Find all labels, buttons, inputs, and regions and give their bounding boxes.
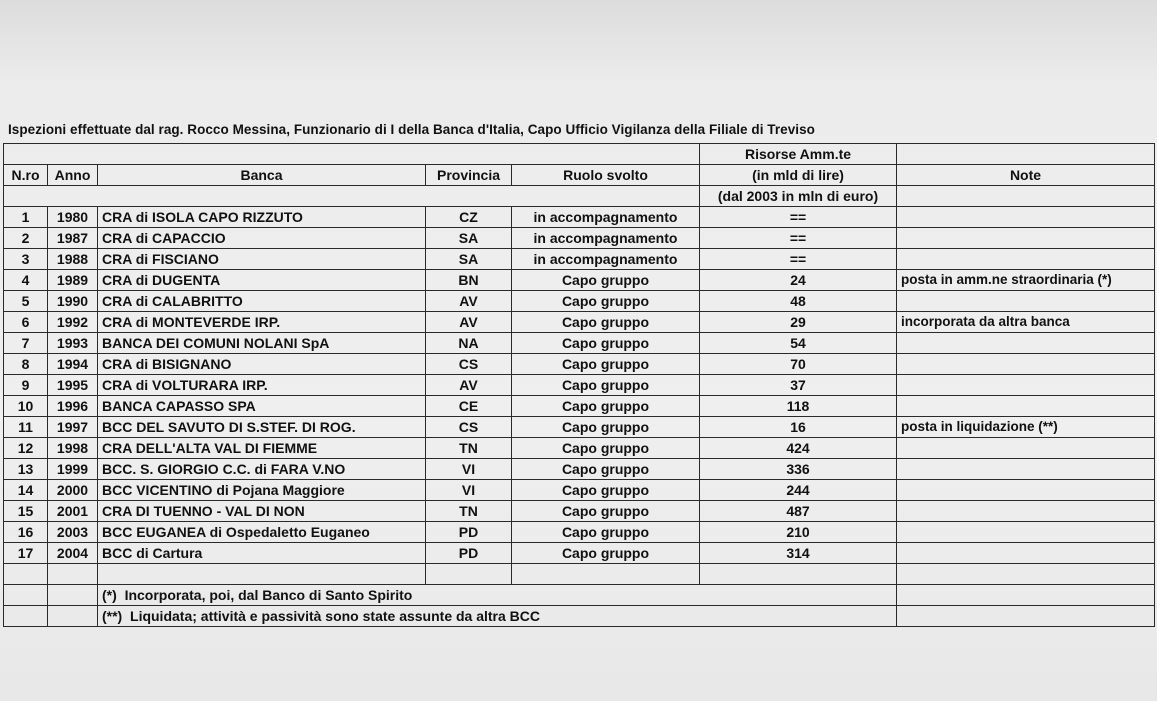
row-resources: 336 [700,459,897,480]
row-number: 13 [4,459,48,480]
row-role: Capo gruppo [512,354,700,375]
row-number: 8 [4,354,48,375]
row-number: 11 [4,417,48,438]
row-year: 2004 [48,543,98,564]
row-note [897,291,1155,312]
row-year: 1989 [48,270,98,291]
row-note [897,354,1155,375]
row-bank: BANCA DEI COMUNI NOLANI SpA [98,333,426,354]
table-row [4,291,1155,312]
row-resources: 24 [700,270,897,291]
row-number: 14 [4,480,48,501]
table-row [4,459,1155,480]
row-bank: CRA DI TUENNO - VAL DI NON [98,501,426,522]
row-year: 1988 [48,249,98,270]
header-row-bottom [4,186,1155,207]
row-note [897,543,1155,564]
row-resources: 210 [700,522,897,543]
row-note [897,480,1155,501]
row-note [897,333,1155,354]
row-number: 15 [4,501,48,522]
row-province: VI [426,459,512,480]
row-resources: == [700,249,897,270]
row-resources: 70 [700,354,897,375]
row-role: Capo gruppo [512,459,700,480]
row-resources: == [700,228,897,249]
table-row [4,312,1155,333]
row-number: 3 [4,249,48,270]
row-bank: CRA di FISCIANO [98,249,426,270]
document-title: Ispezioni effettuate dal rag. Rocco Messina, Funzionario di I della Banca d'Italia, Capo Ufficio Vigilanza della Filiale di Treviso [8,122,815,137]
row-year: 2003 [48,522,98,543]
row-note [897,501,1155,522]
row-number: 7 [4,333,48,354]
row-province: CE [426,396,512,417]
inspections-table [3,143,1155,627]
row-resources: 487 [700,501,897,522]
table-row [4,228,1155,249]
row-province: PD [426,543,512,564]
row-bank: CRA di DUGENTA [98,270,426,291]
row-year: 1994 [48,354,98,375]
header-row-top [4,144,1155,165]
row-number: 12 [4,438,48,459]
row-note: incorporata da altra banca [897,312,1155,333]
table-row [4,417,1155,438]
row-bank: BCC DEL SAVUTO DI S.STEF. DI ROG. [98,417,426,438]
row-resources: 118 [700,396,897,417]
blank-row [4,564,1155,585]
row-year: 1980 [48,207,98,228]
row-number: 1 [4,207,48,228]
row-bank: CRA di BISIGNANO [98,354,426,375]
row-note [897,375,1155,396]
row-resources: 424 [700,438,897,459]
row-number: 5 [4,291,48,312]
row-role: Capo gruppo [512,291,700,312]
row-resources: 314 [700,543,897,564]
row-year: 1995 [48,375,98,396]
row-resources: 48 [700,291,897,312]
row-province: TN [426,438,512,459]
row-number: 10 [4,396,48,417]
row-year: 1999 [48,459,98,480]
row-year: 1987 [48,228,98,249]
footnote-text [98,585,897,606]
row-province: CZ [426,207,512,228]
header-risorse-line1: Risorse Amm.te [700,144,897,165]
table-row [4,270,1155,291]
table-row [4,543,1155,564]
row-bank: CRA di CALABRITTO [98,291,426,312]
row-note: posta in liquidazione (**) [897,417,1155,438]
header-provincia: Provincia [426,165,512,186]
row-bank: CRA di ISOLA CAPO RIZZUTO [98,207,426,228]
row-resources: 54 [700,333,897,354]
row-province: CS [426,417,512,438]
row-role: in accompagnamento [512,249,700,270]
footnote-body: Incorporata, poi, dal Banco di Santo Spirito [124,587,413,603]
header-risorse-line3: (dal 2003 in mln di euro) [700,186,897,207]
row-role: Capo gruppo [512,501,700,522]
row-resources: 37 [700,375,897,396]
row-province: NA [426,333,512,354]
row-province: CS [426,354,512,375]
row-number: 2 [4,228,48,249]
footnote-body: Liquidata; attività e passività sono state assunte da altra BCC [130,608,541,624]
row-bank: BCC. S. GIORGIO C.C. di FARA V.NO [98,459,426,480]
header-note: Note [897,165,1155,186]
footnote-mark: (**) [102,608,123,624]
row-bank: CRA di VOLTURARA IRP. [98,375,426,396]
row-role: Capo gruppo [512,438,700,459]
row-bank: BCC VICENTINO di Pojana Maggiore [98,480,426,501]
row-year: 1993 [48,333,98,354]
row-province: TN [426,501,512,522]
header-row-main [4,165,1155,186]
row-bank: CRA di CAPACCIO [98,228,426,249]
row-number: 4 [4,270,48,291]
row-role: Capo gruppo [512,396,700,417]
footnote-row [4,585,1155,606]
row-year: 2000 [48,480,98,501]
row-province: VI [426,480,512,501]
row-province: BN [426,270,512,291]
row-year: 1998 [48,438,98,459]
row-bank: CRA DELL'ALTA VAL DI FIEMME [98,438,426,459]
header-anno: Anno [48,165,98,186]
row-role: Capo gruppo [512,312,700,333]
row-province: SA [426,228,512,249]
header-ruolo: Ruolo svolto [512,165,700,186]
footnote-row [4,606,1155,627]
row-role: in accompagnamento [512,228,700,249]
header-risorse-line2: (in mld di lire) [700,165,897,186]
row-resources: 29 [700,312,897,333]
row-role: Capo gruppo [512,543,700,564]
row-bank: BANCA CAPASSO SPA [98,396,426,417]
header-banca: Banca [98,165,426,186]
row-bank: BCC EUGANEA di Ospedaletto Euganeo [98,522,426,543]
row-province: SA [426,249,512,270]
row-role: Capo gruppo [512,522,700,543]
row-province: AV [426,291,512,312]
table-row [4,354,1155,375]
table-row [4,501,1155,522]
row-resources: 244 [700,480,897,501]
row-role: Capo gruppo [512,417,700,438]
row-number: 6 [4,312,48,333]
row-note: posta in amm.ne straordinaria (*) [897,270,1155,291]
row-province: AV [426,375,512,396]
row-year: 1992 [48,312,98,333]
header-nro: N.ro [4,165,48,186]
row-year: 2001 [48,501,98,522]
row-resources: 16 [700,417,897,438]
row-bank: CRA di MONTEVERDE IRP. [98,312,426,333]
row-bank: BCC di Cartura [98,543,426,564]
row-note [897,396,1155,417]
row-note [897,459,1155,480]
row-number: 9 [4,375,48,396]
row-number: 17 [4,543,48,564]
row-number: 16 [4,522,48,543]
table-row [4,396,1155,417]
row-role: Capo gruppo [512,270,700,291]
row-role: in accompagnamento [512,207,700,228]
table-row [4,333,1155,354]
table-row [4,438,1155,459]
row-resources: == [700,207,897,228]
footnote-text [98,606,897,627]
table-row [4,480,1155,501]
row-year: 1997 [48,417,98,438]
row-note [897,207,1155,228]
table-row [4,207,1155,228]
row-note [897,249,1155,270]
footnote-mark: (*) [102,587,117,603]
table-row [4,249,1155,270]
row-year: 1990 [48,291,98,312]
row-note [897,522,1155,543]
row-province: PD [426,522,512,543]
row-note [897,438,1155,459]
table-row [4,375,1155,396]
row-year: 1996 [48,396,98,417]
table-row [4,522,1155,543]
row-role: Capo gruppo [512,480,700,501]
row-role: Capo gruppo [512,333,700,354]
row-role: Capo gruppo [512,375,700,396]
row-province: AV [426,312,512,333]
row-note [897,228,1155,249]
